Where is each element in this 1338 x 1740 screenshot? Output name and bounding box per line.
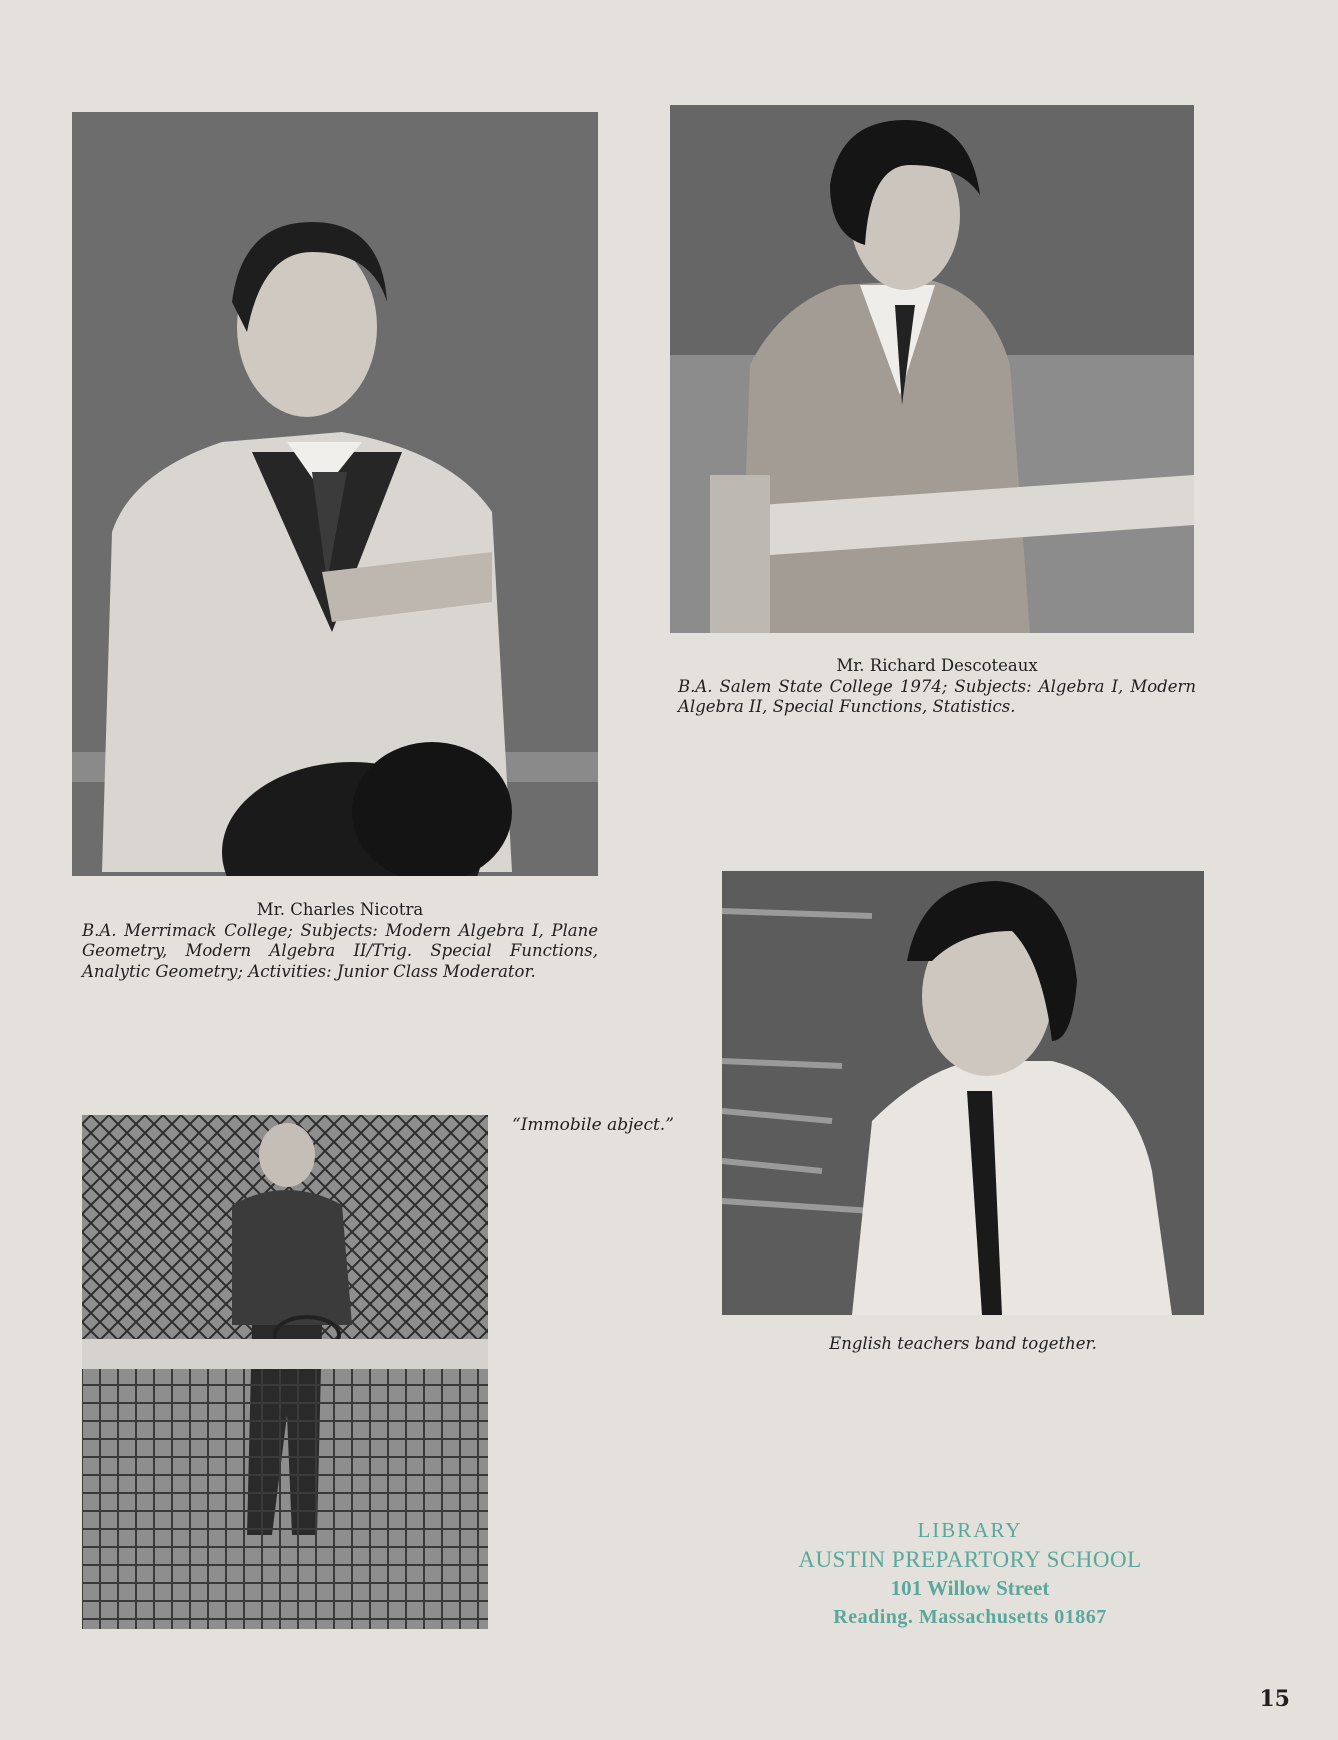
caption-charles-nicotra [82,900,598,982]
stamp-library-line: LIBRARY [917,1518,1023,1542]
stamp-city-zip: Reading. Massachusetts 01867 [833,1606,1107,1628]
caption-richard-descoteaux [678,656,1196,718]
photo-richard-descoteaux [670,105,1194,633]
photo-charles-nicotra [72,112,598,876]
caption-tennis-quote: “Immobile abject.” [512,1115,674,1135]
photo-tennis-player [82,1115,488,1629]
caption-name: Mr. Charles Nicotra [256,900,424,919]
page-number: 15 [1259,1686,1290,1712]
photo-richard-descoteaux-image [670,105,1194,633]
caption-text: English teachers band together. [829,1334,1097,1353]
stamp-street-address: 101 Willow Street [890,1576,1050,1600]
caption-english-teachers [722,1334,1204,1355]
photo-english-teacher-image [722,871,1204,1315]
photo-tennis-player-image [82,1115,488,1629]
photo-english-teacher [722,871,1204,1315]
caption-details: B.A. Salem State College 1974; Subjects: Algebra I, Modern Algebra II, Special Functions, Statistics. [678,676,1196,716]
photo-charles-nicotra-image [72,112,598,876]
caption-name: Mr. Richard Descoteaux [836,656,1038,675]
stamp-school-name: AUSTIN PREPARTORY SCHOOL [798,1547,1142,1572]
library-stamp [700,1516,1240,1632]
caption-details: B.A. Merrimack College; Subjects: Modern Algebra I, Plane Geometry, Modern Algebra II/Trig. Special Functions, Analytic Geometry; Activities: Junior Class Moderator. [82,920,598,981]
